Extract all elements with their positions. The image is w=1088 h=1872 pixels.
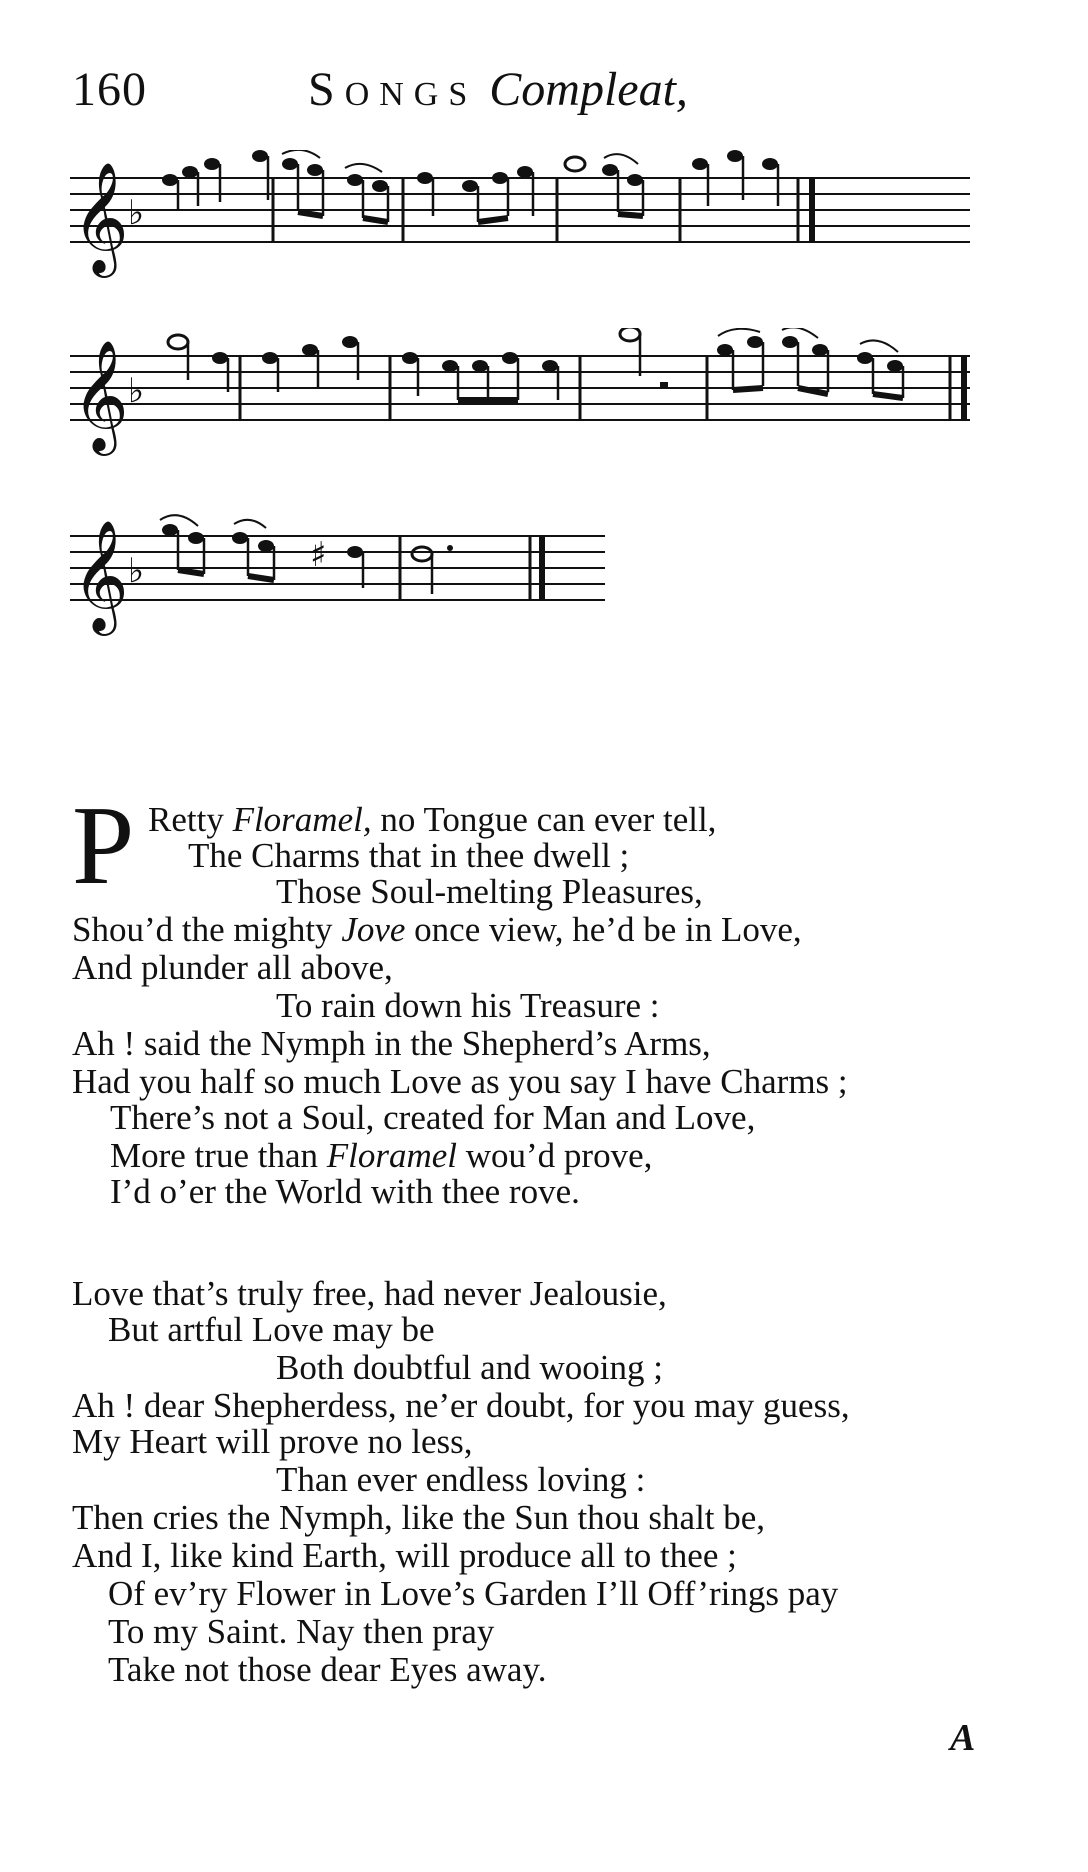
- music-staff-2: [70, 328, 990, 458]
- drop-cap: P: [72, 784, 135, 908]
- running-title: [308, 62, 688, 117]
- verse-line: Love that’s truly free, had never Jealousie,: [72, 1274, 667, 1313]
- verse-line: There’s not a Soul, created for Man and Love,: [110, 1098, 756, 1137]
- verse-line: Than ever endless loving :: [276, 1460, 646, 1499]
- verse-line: To rain down his Treasure :: [276, 986, 660, 1025]
- svg-text:𝄞: 𝄞: [72, 161, 129, 273]
- verse-line: Then cries the Nymph, like the Sun thou shalt be,: [72, 1498, 766, 1537]
- page-number: 160: [72, 63, 147, 116]
- verse-line: But artful Love may be: [108, 1310, 435, 1349]
- svg-text:𝄞: 𝄞: [72, 519, 129, 631]
- verse-line: And plunder all above,: [72, 948, 393, 987]
- svg-text:♯: ♯: [310, 535, 327, 575]
- verse-line: Take not those dear Eyes away.: [108, 1650, 547, 1689]
- verse-line: Had you half so much Love as you say I have Charms ;: [72, 1062, 848, 1101]
- verse-line: And I, like kind Earth, will produce all to thee ;: [72, 1536, 737, 1575]
- verse-line: More true than Floramel wou’d prove,: [110, 1136, 653, 1175]
- svg-text:♭: ♭: [128, 193, 145, 233]
- svg-text:𝄞: 𝄞: [72, 339, 129, 451]
- catchword: A: [950, 1717, 976, 1759]
- verse-line: Ah ! dear Shepherdess, ne’er doubt, for you may guess,: [72, 1386, 850, 1425]
- verse-line: Both doubtful and wooing ;: [276, 1348, 663, 1387]
- music-staff-1: [70, 150, 990, 280]
- verse-line: Those Soul-melting Pleasures,: [276, 872, 703, 911]
- svg-text:♭: ♭: [128, 371, 145, 411]
- svg-text:♭: ♭: [128, 551, 145, 591]
- running-title-italic: Compleat,: [489, 63, 688, 116]
- verse-line: Shou’d the mighty Jove once view, he’d be in Love,: [72, 910, 802, 949]
- verse-line: Of ev’ry Flower in Love’s Garden I’ll Off’rings pay: [108, 1574, 839, 1613]
- verse-line: Ah ! said the Nymph in the Shepherd’s Arms,: [72, 1024, 711, 1063]
- verse-line: Retty Floramel, no Tongue can ever tell,: [148, 800, 717, 839]
- running-title-caps: Songs: [308, 63, 478, 116]
- verse-line: The Charms that in thee dwell ;: [188, 836, 630, 875]
- music-staff-3: [70, 508, 630, 638]
- running-header: [72, 62, 972, 132]
- verse-line: I’d o’er the World with thee rove.: [110, 1172, 580, 1211]
- verse-line: To my Saint. Nay then pray: [108, 1612, 495, 1651]
- verse-line: My Heart will prove no less,: [72, 1422, 473, 1461]
